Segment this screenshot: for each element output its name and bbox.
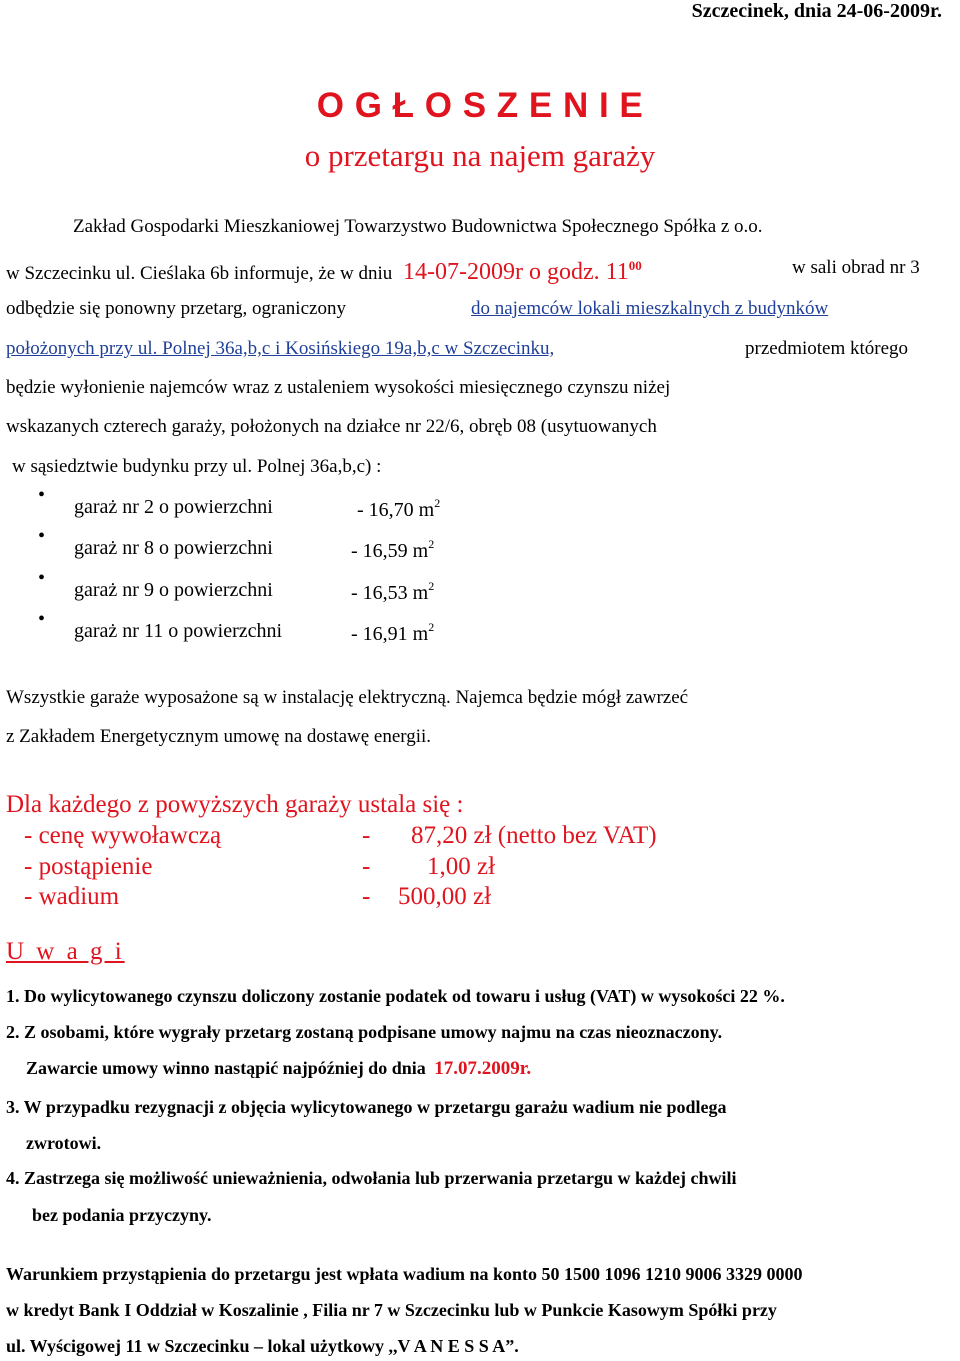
contract-deadline-date: 17.07.2009r.	[434, 1058, 532, 1079]
bullet-icon: •	[38, 567, 46, 589]
electric-line-2: z Zakładem Energetycznym umowę na dostawę energii.	[6, 726, 432, 747]
eligible-buildings-link: położonych przy ul. Polnej 36a,b,c i Kosińskiego 19a,b,c w Szczecinku,	[6, 338, 555, 359]
garage-item	[74, 537, 435, 562]
garage-item	[74, 496, 441, 521]
intro-line-1: Zakład Gospodarki Mieszkaniowej Towarzystwo Budownictwa Społecznego Spółka z o.o.	[73, 216, 763, 237]
note-1: 1. Do wylicytowanego czynszu doliczony zostanie podatek od towaru i usług (VAT) w wysokości 22 %.	[6, 986, 785, 1006]
note-2-continued: Zawarcie umowy winno nastąpić najpóźniej do dnia 17.07.2009r.	[26, 1058, 532, 1079]
electric-line-1: Wszystkie garaże wyposażone są w instalację elektryczną. Najemca będzie mógł zawrzeć	[6, 687, 689, 708]
note-2: 2. Z osobami, które wygrały przetarg zostaną podpisane umowy najmu na czas nieoznaczony.	[6, 1022, 723, 1042]
intro-line-6: wskazanych czterech garaży, położonych na działce nr 22/6, obręb 08 (usytuowanych	[6, 416, 657, 437]
garage-label: garaż nr 8 o powierzchni	[74, 537, 273, 559]
notes-heading: U w a g i	[6, 938, 125, 965]
bullet-icon: •	[38, 608, 46, 630]
intro-line-2-text: w Szczecinku ul. Cieślaka 6b informuje, że w dniu	[6, 263, 393, 284]
tender-hour-minutes: 00	[628, 258, 642, 273]
bullet-icon: •	[38, 484, 46, 506]
condition-dash: -	[362, 883, 371, 910]
condition-label: - wadium	[24, 883, 120, 910]
intro-line-4-text: przedmiotem którego	[745, 338, 909, 359]
garage-label: garaż nr 11 o powierzchni	[74, 620, 283, 642]
condition-dash: -	[362, 853, 371, 880]
garage-area: - 16,91 $m^2$	[351, 620, 435, 645]
condition-value: 87,20 zł (netto bez VAT)	[411, 822, 657, 849]
payment-line-1: Warunkiem przystąpienia do przetargu jest wpłata wadium na konto 50 1500 1096 1210 9006 3329 0000	[6, 1264, 803, 1284]
conditions-heading: Dla każdego z powyższych garaży ustala się :	[6, 791, 464, 818]
garage-label: garaż nr 2 o powierzchni	[74, 496, 273, 518]
note-3: 3. W przypadku rezygnacji z objęcia wylicytowanego w przetargu garażu wadium nie podlega	[6, 1097, 727, 1117]
eligible-tenants-link: do najemców lokali mieszkalnych z budynków	[471, 298, 829, 319]
note-3-continued: zwrotowi.	[26, 1133, 102, 1153]
bullet-icon: •	[38, 525, 46, 547]
garage-area: - 16,59 $m^2$	[351, 537, 435, 562]
intro-line-3-text: odbędzie się ponowny przetarg, ograniczony	[6, 298, 346, 319]
tender-date: 14-07-2009r o godz. 11	[402, 259, 629, 285]
payment-line-2: w kredyt Bank I Oddział w Koszalinie , Filia nr 7 w Szczecinku lub w Punkcie Kasowym Spółki przy	[6, 1300, 777, 1320]
condition-dash: -	[362, 822, 371, 849]
garage-label: garaż nr 9 o powierzchni	[74, 579, 273, 601]
intro-line-2	[6, 255, 642, 285]
document-date: Szczecinek, dnia 24-06-2009r.	[691, 0, 942, 22]
condition-value: 1,00 zł	[427, 853, 496, 880]
garage-item	[74, 620, 435, 645]
note-4: 4. Zastrzega się możliwość unieważnienia, odwołania lub przerwania przetargu w każdej chwili	[6, 1168, 737, 1188]
garage-area: - 16,70 $m^2$	[357, 496, 441, 521]
document-subtitle: o przetargu na najem garaży	[304, 138, 656, 173]
document-title: O G Ł O S Z E N I E	[316, 86, 644, 125]
condition-label: - cenę wywoławczą	[24, 822, 222, 849]
intro-line-7: w sąsiedztwie budynku przy ul. Polnej 36a,b,c) :	[12, 456, 382, 477]
note-4-continued: bez podania przyczyny.	[32, 1205, 212, 1225]
payment-line-3: ul. Wyścigowej 11 w Szczecinku – lokal użytkowy ,,V A N E S S A”.	[6, 1336, 519, 1356]
garage-area: - 16,53 $m^2$	[351, 579, 435, 604]
condition-value: 500,00 zł	[398, 883, 492, 910]
intro-line-5: będzie wyłonienie najemców wraz z ustaleniem wysokości miesięcznego czynszu niżej	[6, 377, 671, 398]
garage-item	[74, 579, 435, 604]
condition-label: - postąpienie	[24, 853, 153, 880]
intro-room: w sali obrad nr 3	[792, 257, 920, 278]
